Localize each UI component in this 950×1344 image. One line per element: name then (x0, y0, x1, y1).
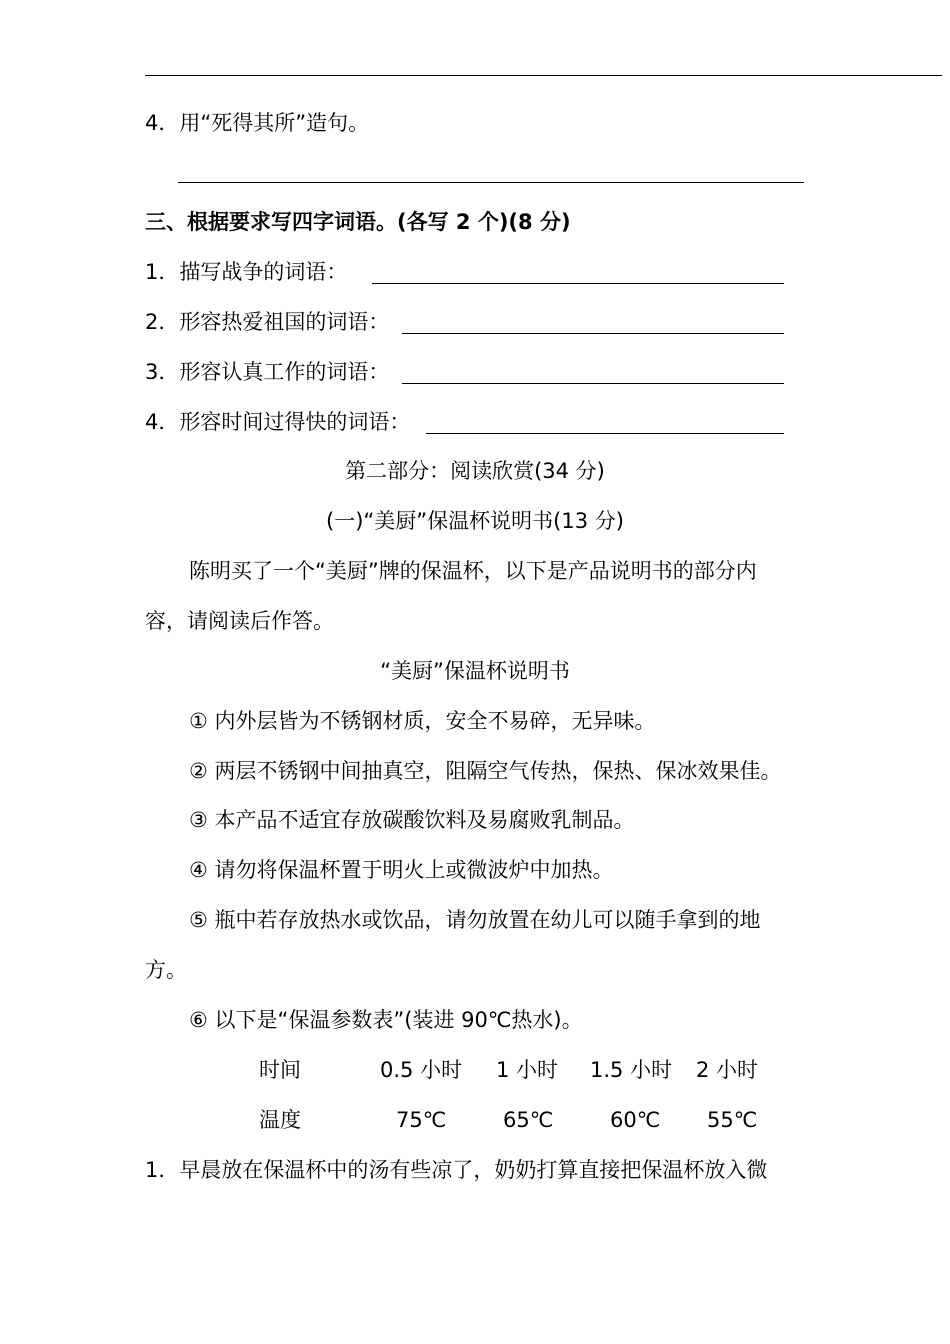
table-row1-label: 时间 (259, 1058, 301, 1082)
table-row1-cell: 0.5 小时 (380, 1058, 463, 1082)
question-4: 4．用“死得其所”造句。 (145, 111, 370, 135)
manual-item-1: ① 内外层皆为不锈钢材质，安全不易碎，无异味。 (189, 709, 656, 733)
table-row2-cell: 65℃ (503, 1108, 554, 1132)
answer-line-s3-2[interactable] (402, 333, 784, 334)
answer-line-s3-1[interactable] (372, 283, 784, 284)
manual-item-3: ③ 本产品不适宜存放碳酸饮料及易腐败乳制品。 (189, 808, 635, 832)
manual-title: “美厨”保温杯说明书 (380, 659, 570, 683)
table-row2-cell: 55℃ (707, 1108, 758, 1132)
question-1: 1．早晨放在保温杯中的汤有些凉了，奶奶打算直接把保温杯放入微 (145, 1158, 768, 1182)
answer-line-s3-4[interactable] (426, 433, 784, 434)
table-row1-cell: 1 小时 (496, 1058, 559, 1082)
manual-item-5: ⑤ 瓶中若存放热水或饮品，请勿放置在幼儿可以随手拿到的地 (189, 908, 761, 932)
intro-line-1: 陈明买了一个“美厨”牌的保温杯，以下是产品说明书的部分内 (189, 559, 757, 583)
table-row2-label: 温度 (259, 1108, 301, 1132)
table-row2-cell: 60℃ (610, 1108, 661, 1132)
section-3-item-4: 4．形容时间过得快的词语： (145, 410, 411, 434)
table-row2-cell: 75℃ (396, 1108, 447, 1132)
answer-line-q4[interactable] (178, 182, 804, 183)
passage-1-title: (一)“美厨”保温杯说明书(13 分) (326, 509, 624, 533)
intro-line-2: 容，请阅读后作答。 (145, 609, 334, 633)
section-3-item-3: 3．形容认真工作的词语： (145, 360, 390, 384)
top-rule (145, 75, 942, 76)
section-3-item-2: 2．形容热爱祖国的词语： (145, 310, 390, 334)
table-row1-cell: 2 小时 (696, 1058, 759, 1082)
manual-item-4: ④ 请勿将保温杯置于明火上或微波炉中加热。 (189, 858, 614, 882)
answer-line-s3-3[interactable] (402, 383, 784, 384)
section-3-item-1: 1．描写战争的词语： (145, 260, 348, 284)
manual-item-5-cont: 方。 (145, 958, 187, 982)
table-row1-cell: 1.5 小时 (590, 1058, 673, 1082)
part-2-title: 第二部分：阅读欣赏(34 分) (345, 459, 605, 483)
section-3-title: 三、根据要求写四字词语。(各写 2 个)(8 分) (145, 210, 571, 234)
manual-item-6: ⑥ 以下是“保温参数表”(装进 90℃热水)。 (189, 1008, 583, 1032)
manual-item-2: ② 两层不锈钢中间抽真空，阻隔空气传热，保热、保冰效果佳。 (189, 759, 782, 783)
